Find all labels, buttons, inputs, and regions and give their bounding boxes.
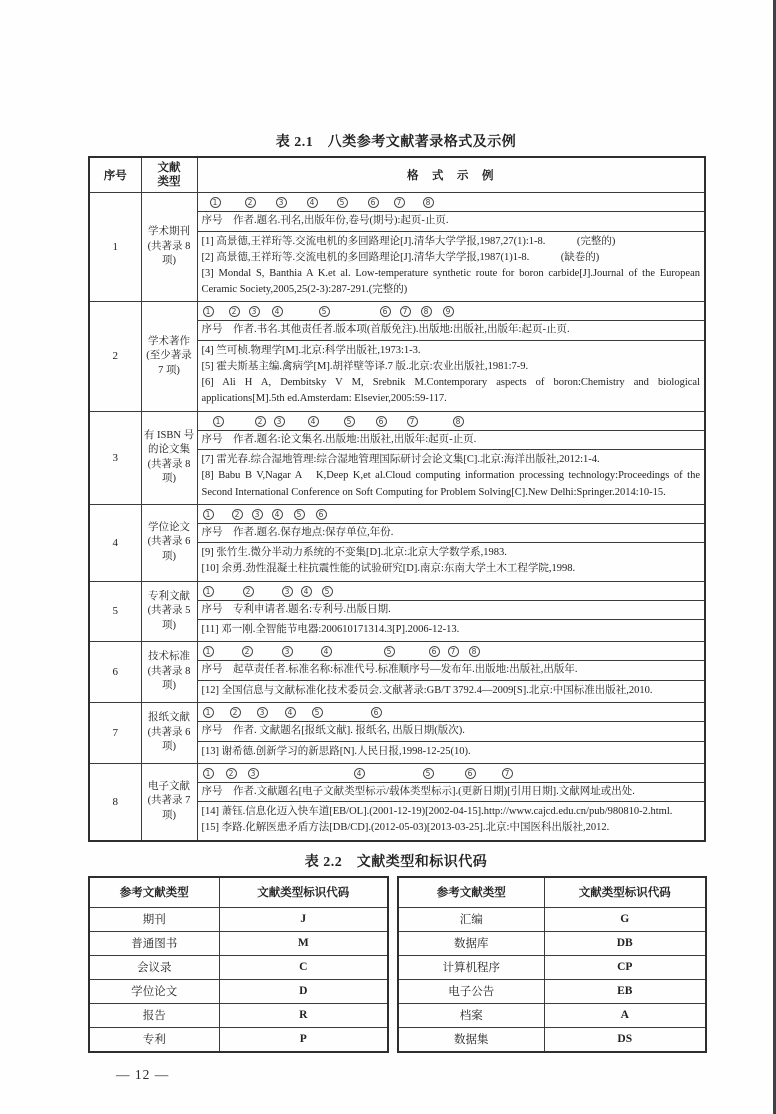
document-type-line: (共著录 6 项) (147, 726, 191, 753)
circled-number: 8 (469, 646, 480, 657)
row-serial-number: 6 (89, 642, 141, 703)
circled-number: 5 (344, 416, 355, 427)
table-2-2-title: 表 2.2 文献类型和标识代码 (304, 854, 488, 870)
circled-number: 8 (453, 416, 464, 427)
document-type-line: (共著录 8 项) (147, 665, 191, 692)
circled-number: 2 (230, 707, 241, 718)
example-list (198, 620, 705, 641)
code-table-row (398, 955, 706, 979)
header-type-code-right: 文献类型标识代码 (544, 877, 706, 908)
header-serial-number: 序号 (89, 157, 141, 193)
row-format-example-cell (197, 763, 705, 840)
code-table-left-body (89, 907, 388, 1052)
code-table-row (398, 907, 706, 931)
example-entry: [10] 余勇.劲性混凝土柱抗震性能的试验研究[D].南京:东南大学土木工程学院,1998. (201, 563, 576, 575)
field-number-row (198, 582, 705, 601)
header-reference-type-right: 参考文献类型 (398, 877, 544, 908)
row-document-type (141, 411, 197, 504)
reference-type-cell: 电子公告 (398, 979, 544, 1003)
type-code-cell: D (219, 979, 388, 1003)
format-table-header-row (89, 157, 705, 193)
document-type-line: (共著录 5 项) (147, 605, 191, 631)
header-format-example: 格 式 示 例 (197, 157, 705, 193)
example-entry: [7] 雷光春.综合湿地管理:综合湿地管理国际研讨会论文集[C].北京:海洋出版社,2012:1-4. (201, 454, 600, 466)
circled-number: 6 (376, 416, 387, 427)
circled-number: 2 (242, 646, 253, 657)
circled-number: 7 (407, 416, 418, 427)
code-table-right-body (398, 907, 706, 1052)
row-document-type (141, 763, 197, 840)
code-table-left-header-row (89, 877, 388, 908)
format-table-row (89, 703, 705, 764)
document-type-line: 电子文献 (148, 780, 190, 792)
circled-number: 4 (272, 509, 283, 520)
field-number-row (198, 302, 705, 321)
circled-number: 6 (380, 306, 391, 317)
header-document-type-line1: 文献 (157, 162, 181, 174)
circled-number: 1 (203, 586, 214, 597)
circled-number: 4 (307, 197, 318, 208)
circled-number: 7 (400, 306, 411, 317)
example-entry: [12] 全国信息与文献标准化技术委员会.文献著录:GB/T 3792.4—2009[S].北京:中国标准出版社,2010. (201, 684, 653, 696)
format-pattern: 序号 作者.文献题名[电子文献类型标示/载体类型标示].(更新日期)[引用日期].文献网址或出处. (198, 783, 705, 803)
circled-number: 3 (276, 197, 287, 208)
document-type-line: 学术期刊 (148, 226, 190, 238)
example-entry: [13] 谢希德.创新学习的新思路[N].人民日报,1998-12-25(10). (201, 745, 471, 757)
format-pattern: 序号 专利申请者.题名:专利号.出版日期. (198, 601, 705, 621)
circled-number: 1 (203, 509, 214, 520)
example-entry: [11] 邓一刚.全智能节电器:200610171314.3[P].2006-12-13. (201, 624, 460, 636)
circled-number: 2 (245, 197, 256, 208)
example-entry: [14] 萧钰.信息化迈入快车道[EB/OL].(2001-12-19)[2002-04-15].http://www.cajcd.edu.cn/pub/980810-2.html. (201, 806, 673, 818)
type-code-cell: DB (544, 931, 706, 955)
circled-number: 8 (423, 197, 434, 208)
reference-type-cell: 数据库 (398, 931, 544, 955)
reference-type-cell: 普通图书 (89, 931, 219, 955)
circled-number: 1 (213, 416, 224, 427)
example-entry: [9] 张竹生.微分半动力系统的不变集[D].北京:北京大学数学系,1983. (201, 547, 507, 559)
code-table-row (89, 955, 388, 979)
circled-number: 4 (272, 306, 283, 317)
code-table-row (398, 979, 706, 1003)
reference-type-cell: 会议录 (89, 955, 219, 979)
example-list (198, 232, 705, 302)
format-pattern: 序号 作者.书名.其他责任者.版本项(首版免注).出版地:出版社,出版年:起页-止页. (198, 321, 705, 341)
header-type-code-left: 文献类型标识代码 (219, 877, 388, 908)
document-type-line: (共著录 7 项) (147, 795, 191, 821)
circled-number: 3 (248, 768, 259, 779)
example-entry: [1] 高景德,王祥珩等.交流电机的多回路理论[J].清华大学学报,1987,27(1):1-8. (完整的) (201, 235, 616, 247)
row-serial-number: 1 (89, 193, 141, 302)
reference-type-cell: 汇编 (398, 907, 544, 931)
row-serial-number: 2 (89, 302, 141, 411)
reference-type-cell: 数据集 (398, 1027, 544, 1052)
circled-number: 4 (285, 707, 296, 718)
field-number-row (198, 764, 705, 783)
code-table-row (398, 1003, 706, 1027)
type-code-cell: R (219, 1003, 388, 1027)
format-pattern: 序号 作者.题名.保存地点:保存单位,年份. (198, 524, 705, 544)
example-entry: [4] 竺可桢.物理学[M].北京:科学出版社,1973:1-3. (201, 344, 421, 356)
format-table-row (89, 193, 705, 302)
circled-number: 5 (319, 306, 330, 317)
circled-number: 6 (371, 707, 382, 718)
document-type-line: 报纸文献 (148, 712, 190, 724)
reference-type-cell: 报告 (89, 1003, 219, 1027)
circled-number: 2 (255, 416, 266, 427)
circled-number: 7 (502, 768, 513, 779)
row-document-type (141, 193, 197, 302)
circled-number: 3 (249, 306, 260, 317)
code-table-right (397, 876, 707, 1053)
row-serial-number: 4 (89, 504, 141, 581)
circled-number: 4 (354, 768, 365, 779)
document-type-line: 学术著作 (148, 335, 190, 347)
type-code-cell: EB (544, 979, 706, 1003)
field-number-row (198, 193, 705, 212)
circled-number: 9 (443, 306, 454, 317)
circled-number: 5 (322, 586, 333, 597)
field-number-row (198, 642, 705, 661)
code-table-row (89, 979, 388, 1003)
document-type-line: 专利文献 (148, 590, 190, 602)
code-table-row (398, 1027, 706, 1052)
document-type-line: 技术标准 (148, 651, 190, 663)
example-entry: [6] Ali H A, Dembitsky V M, Srebnik M.Contemporary aspects of boron:Chemistry and biological applications[M].5th ed.Amsterdam: Elsevier,2005:59-117. (201, 377, 700, 405)
code-table-row (89, 931, 388, 955)
reference-type-cell: 计算机程序 (398, 955, 544, 979)
format-pattern: 序号 作者.题名:论文集名.出版地:出版社,出版年:起页-止页. (198, 431, 705, 451)
example-list (198, 450, 705, 504)
circled-number: 5 (423, 768, 434, 779)
example-entry: [3] Mondal S, Banthia A K.et al. Low-temperature synthetic route for boron carbide[J].Journal of the European Ceramic Society,2005,25(2-3):287-291.(完整的) (201, 267, 700, 296)
row-format-example-cell (197, 703, 705, 764)
type-code-cell: C (219, 955, 388, 979)
field-number-row (198, 412, 705, 431)
reference-type-cell: 期刊 (89, 907, 219, 931)
row-format-example-cell (197, 642, 705, 703)
example-entry: [5] 霍夫斯基主编.禽病学[M].胡祥壁等译.7 版.北京:农业出版社,1981:7-9. (201, 361, 529, 373)
format-table-row (89, 302, 705, 411)
circled-number: 2 (243, 586, 254, 597)
document-type-line: 的论文集 (148, 444, 190, 456)
header-document-type (141, 157, 197, 193)
document-type-line: (共著录 6 项) (147, 536, 191, 562)
circled-number: 4 (308, 416, 319, 427)
row-document-type (141, 642, 197, 703)
document-type-line: 学位论文 (148, 521, 190, 533)
example-entry: [2] 高景德,王祥珩等.交流电机的多回路理论[J].清华大学学报,1987(1)1-8. (缺卷的) (201, 251, 600, 263)
format-table-body (89, 193, 705, 841)
circled-number: 7 (448, 646, 459, 657)
reference-type-cell: 学位论文 (89, 979, 219, 1003)
format-pattern: 序号 作者. 文献题名[报纸文献]. 报纸名, 出版日期(版次). (198, 722, 705, 742)
code-tables-gap (389, 876, 397, 1053)
example-list (198, 681, 705, 702)
field-number-row (198, 703, 705, 722)
example-list (198, 742, 705, 763)
format-table-row (89, 763, 705, 840)
circled-number: 5 (294, 509, 305, 520)
circled-number: 4 (301, 586, 312, 597)
type-code-cell: M (219, 931, 388, 955)
row-serial-number: 8 (89, 763, 141, 840)
type-code-cell: CP (544, 955, 706, 979)
format-table-row (89, 581, 705, 642)
example-entry: [15] 李路.化解医患矛盾方法[DB/CD].(2012-05-03)[2013-03-25].北京:中国医科出版社,2012. (201, 822, 610, 834)
code-table-right-header-row (398, 877, 706, 908)
circled-number: 2 (226, 768, 237, 779)
format-table-row (89, 642, 705, 703)
circled-number: 1 (210, 197, 221, 208)
circled-number: 3 (282, 586, 293, 597)
table-2-1-title: 表 2.1 八类参考文献著录格式及示例 (275, 135, 517, 150)
row-document-type (141, 504, 197, 581)
example-list (198, 802, 705, 839)
circled-number: 6 (465, 768, 476, 779)
code-tables-row (88, 876, 707, 1053)
circled-number: 6 (316, 509, 327, 520)
code-table-row (89, 1003, 388, 1027)
type-code-cell: A (544, 1003, 706, 1027)
example-list (198, 543, 705, 580)
circled-number: 4 (321, 646, 332, 657)
row-document-type (141, 302, 197, 411)
document-type-line: (共著录 8 项) (147, 240, 191, 267)
circled-number: 8 (421, 306, 432, 317)
type-code-cell: J (219, 907, 388, 931)
circled-number: 2 (229, 306, 240, 317)
example-entry: [8] Babu B V,Nagar A K,Deep K,et al.Cloud computing information processing technology:Proceedings of the Second International Conference on Soft Computing for Problem Solving[C].New Delhi:Springer.2014:10-15. (201, 470, 700, 498)
type-code-cell: G (544, 907, 706, 931)
circled-number: 6 (368, 197, 379, 208)
row-serial-number: 7 (89, 703, 141, 764)
circled-number: 1 (203, 646, 214, 657)
row-format-example-cell (197, 302, 705, 411)
circled-number: 6 (429, 646, 440, 657)
code-table-row (89, 907, 388, 931)
circled-number: 5 (312, 707, 323, 718)
format-pattern: 序号 起草责任者.标准名称:标准代号.标准顺序号—发布年.出版地:出版社,出版年. (198, 661, 705, 681)
row-document-type (141, 703, 197, 764)
row-format-example-cell (197, 504, 705, 581)
circled-number: 5 (384, 646, 395, 657)
row-document-type (141, 581, 197, 642)
row-format-example-cell (197, 581, 705, 642)
example-list (198, 341, 705, 411)
circled-number: 3 (252, 509, 263, 520)
circled-number: 3 (274, 416, 285, 427)
row-serial-number: 3 (89, 411, 141, 504)
header-reference-type-left: 参考文献类型 (89, 877, 219, 908)
format-table-row (89, 411, 705, 504)
row-format-example-cell (197, 411, 705, 504)
row-serial-number: 5 (89, 581, 141, 642)
row-format-example-cell (197, 193, 705, 302)
document-type-line: (共著录 8 项) (147, 458, 191, 485)
circled-number: 1 (203, 768, 214, 779)
type-code-cell: DS (544, 1027, 706, 1052)
document-type-line: 有 ISBN 号 (143, 429, 195, 441)
circled-number: 3 (282, 646, 293, 657)
circled-number: 2 (232, 509, 243, 520)
reference-format-table (88, 156, 706, 842)
circled-number: 3 (257, 707, 268, 718)
circled-number: 1 (203, 306, 214, 317)
reference-type-cell: 专利 (89, 1027, 219, 1052)
format-table-row (89, 504, 705, 581)
format-pattern: 序号 作者.题名.刊名,出版年份,卷号(期号):起页-止页. (198, 212, 705, 232)
document-type-line: (至少著录 7 项) (146, 350, 192, 376)
circled-number: 1 (203, 707, 214, 718)
code-table-row (398, 931, 706, 955)
circled-number: 7 (394, 197, 405, 208)
code-table-row (89, 1027, 388, 1052)
page-number: — 12 — (116, 1066, 170, 1082)
field-number-row (198, 505, 705, 524)
header-document-type-line2: 类型 (157, 176, 181, 188)
reference-type-cell: 档案 (398, 1003, 544, 1027)
circled-number: 5 (337, 197, 348, 208)
type-code-cell: P (219, 1027, 388, 1052)
code-table-left (88, 876, 389, 1053)
